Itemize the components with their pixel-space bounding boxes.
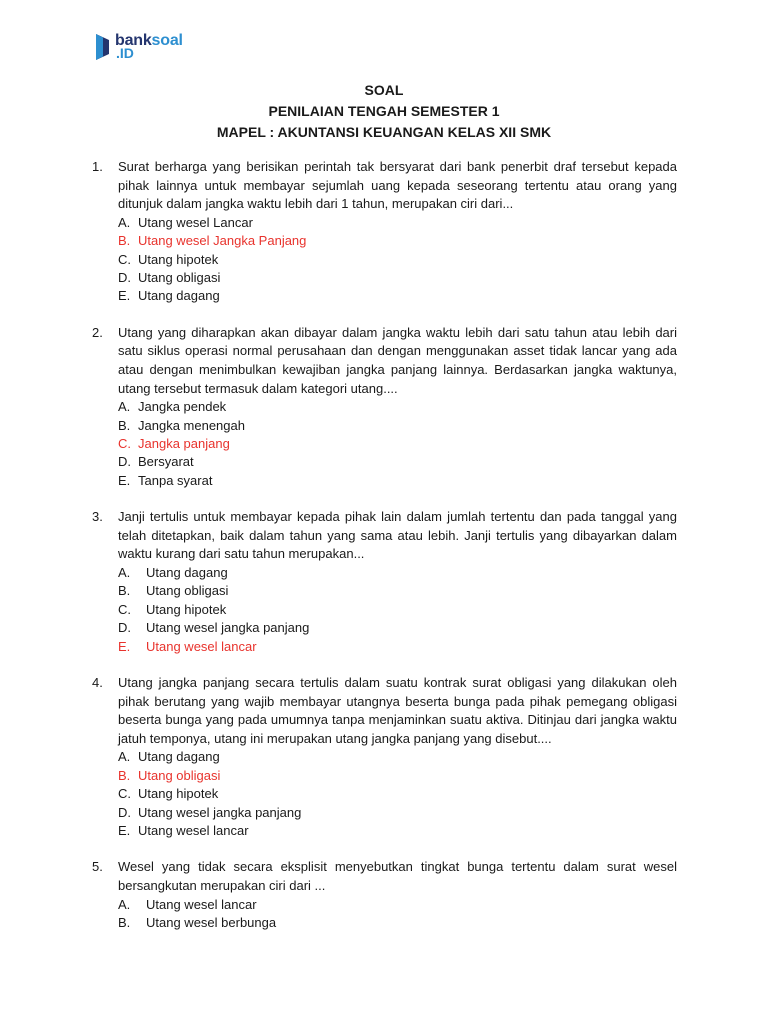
option-a: A. Utang dagang bbox=[118, 749, 220, 765]
question-list bbox=[92, 158, 677, 950]
logo-domain: .ID bbox=[116, 45, 134, 61]
option-e: E. Tanpa syarat bbox=[118, 472, 213, 488]
logo-name: banksoal bbox=[115, 32, 183, 49]
document-heading bbox=[0, 80, 768, 143]
option-b-correct: B. Utang wesel Jangka Panjang bbox=[118, 233, 307, 249]
option-d: D. Utang wesel jangka panjang bbox=[118, 804, 302, 820]
answer-options bbox=[118, 748, 677, 840]
answer-options bbox=[118, 398, 677, 490]
option-c: C. Utang hipotek bbox=[118, 601, 227, 617]
question-number: 4. bbox=[92, 675, 103, 691]
question-text: Wesel yang tidak secara eksplisit menyebutkan tingkat bunga tertentu dalam surat wesel bersangkutan merupakan ciri dari ... bbox=[118, 859, 677, 894]
question-1 bbox=[92, 158, 677, 306]
heading-line-3: MAPEL : AKUNTANSI KEUANGAN KELAS XII SMK bbox=[216, 124, 552, 140]
option-d: D. Utang obligasi bbox=[118, 270, 221, 285]
heading-line-2: PENILAIAN TENGAH SEMESTER 1 bbox=[268, 103, 500, 119]
question-5 bbox=[92, 858, 677, 932]
answer-options bbox=[118, 896, 677, 933]
question-2 bbox=[92, 324, 677, 490]
question-number: 1. bbox=[92, 159, 103, 174]
answer-options bbox=[118, 564, 677, 656]
question-number: 2. bbox=[92, 324, 103, 340]
option-e: E. Utang dagang bbox=[118, 288, 220, 304]
question-4 bbox=[92, 674, 677, 840]
option-a: A. Jangka pendek bbox=[118, 399, 227, 415]
logo bbox=[92, 32, 183, 62]
option-c: C. Utang hipotek bbox=[118, 251, 219, 267]
question-text: Surat berharga yang berisikan perintah tak bersyarat dari bank penerbit draf tersebut kepada pihak lainnya untuk membayar sejumlah uang kepada seseorang tertentu atau orang yang ditunjuk dalam jangka waktu lebih dari 1 tahun, merupakan ciri dari... bbox=[118, 159, 677, 212]
question-number: 5. bbox=[92, 859, 103, 875]
option-b-correct: B. Utang obligasi bbox=[118, 767, 221, 783]
option-c: C. Utang hipotek bbox=[118, 786, 219, 802]
option-b: B. Utang obligasi bbox=[118, 583, 229, 599]
option-b: B. Utang wesel berbunga bbox=[118, 915, 277, 931]
question-text: Utang jangka panjang secara tertulis dalam suatu kontrak surat obligasi yang dilakukan oleh pihak berutang yang wajib membayar utangnya beserta bunga pada pihak pemegang obligasi beserta bunga yang pada umumnya tanpa menjaminkan suatu aktiva. Ditinjau dari jangka waktu jatuh temponya, utang ini merupakan utang jangka panjang yang disebut.... bbox=[118, 675, 677, 746]
option-b: B. Jangka menengah bbox=[118, 417, 245, 433]
banksoal-logo-icon bbox=[92, 32, 112, 62]
option-c-correct: C. Jangka panjang bbox=[118, 436, 230, 451]
option-d: D. Utang wesel jangka panjang bbox=[118, 620, 310, 636]
question-3 bbox=[92, 508, 677, 656]
answer-options bbox=[118, 214, 677, 306]
question-number: 3. bbox=[92, 509, 103, 525]
question-text: Utang yang diharapkan akan dibayar dalam jangka waktu lebih dari satu tahun atau lebih dari satu siklus operasi normal perusahaan dan dengan menggunakan asset tidak lancar yang ada atau dengan menimbulkan kewajiban jangka panjang lainnya. Berdasarkan jangka waktunya, utang tersebut termasuk dalam kategori utang.... bbox=[118, 324, 677, 396]
option-e-correct: E. Utang wesel lancar bbox=[118, 638, 257, 654]
heading-line-1: SOAL bbox=[364, 82, 404, 98]
question-text: Janji tertulis untuk membayar kepada pihak lain dalam jumlah tertentu dan pada tanggal yang telah ditetapkan, baik dalam tahun yang sama atau lebih. Janji tertulis yang dibayarkan dalam waktu kurang dari satu tahun merupakan... bbox=[118, 509, 677, 562]
option-a: A. Utang wesel lancar bbox=[118, 896, 257, 912]
option-d: D. Bersyarat bbox=[118, 454, 194, 470]
option-a: A. Utang dagang bbox=[118, 565, 228, 580]
option-e: E. Utang wesel lancar bbox=[118, 823, 249, 839]
option-a: A. Utang wesel Lancar bbox=[118, 214, 253, 230]
